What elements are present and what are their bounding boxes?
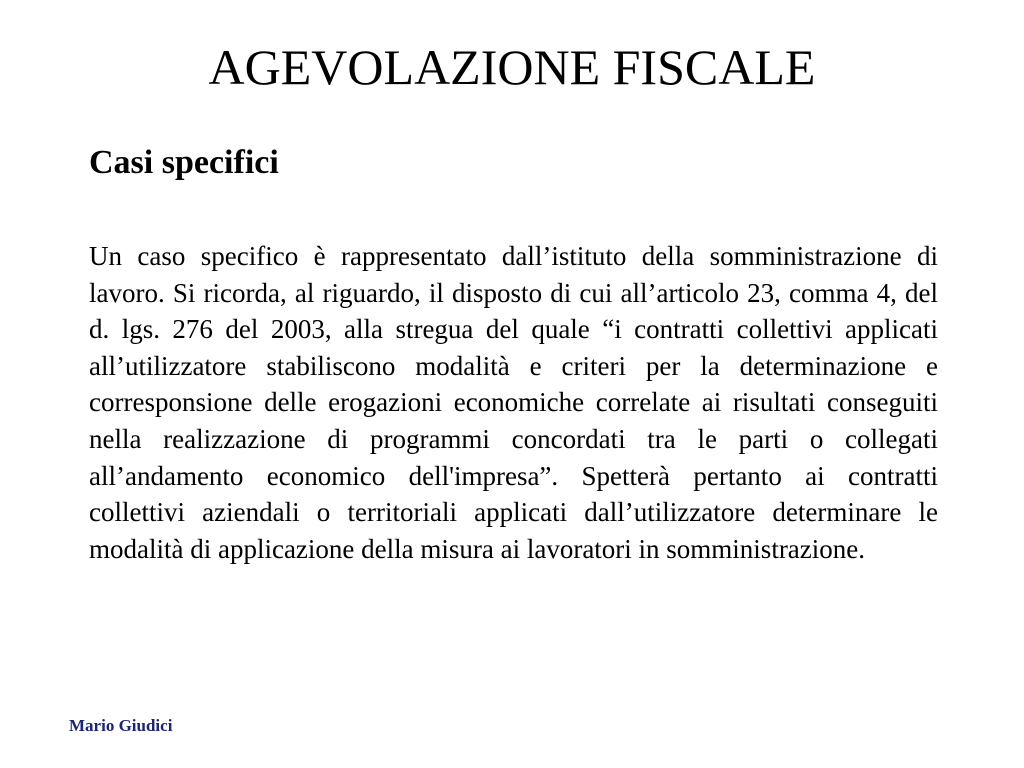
section-subtitle: Casi specifici (89, 144, 279, 181)
author-footer: Mario Giudici (69, 716, 173, 735)
body-paragraph: Un caso specifico è rappresentato dall’istituto della somministrazione di lavoro. Si ricorda, al riguardo, il disposto di cui all’articolo 23, comma 4, del d. lgs. 276 del 2003, alla stregua del quale “i contratti collettivi applicati all’utilizzatore stabiliscono modalità e criteri per la determinazione e corresponsione delle erogazioni economiche correlate ai risultati conseguiti nella realizzazione di programmi concordati tra le parti o collegati all’andamento economico dell'impresa”. Spetterà pertanto ai contratti collettivi aziendali o territoriali applicati dall’utilizzatore determinare le modalità di applicazione della misura ai lavoratori in somministrazione. (89, 241, 938, 564)
slide-title: AGEVOLAZIONE FISCALE (208, 39, 816, 95)
